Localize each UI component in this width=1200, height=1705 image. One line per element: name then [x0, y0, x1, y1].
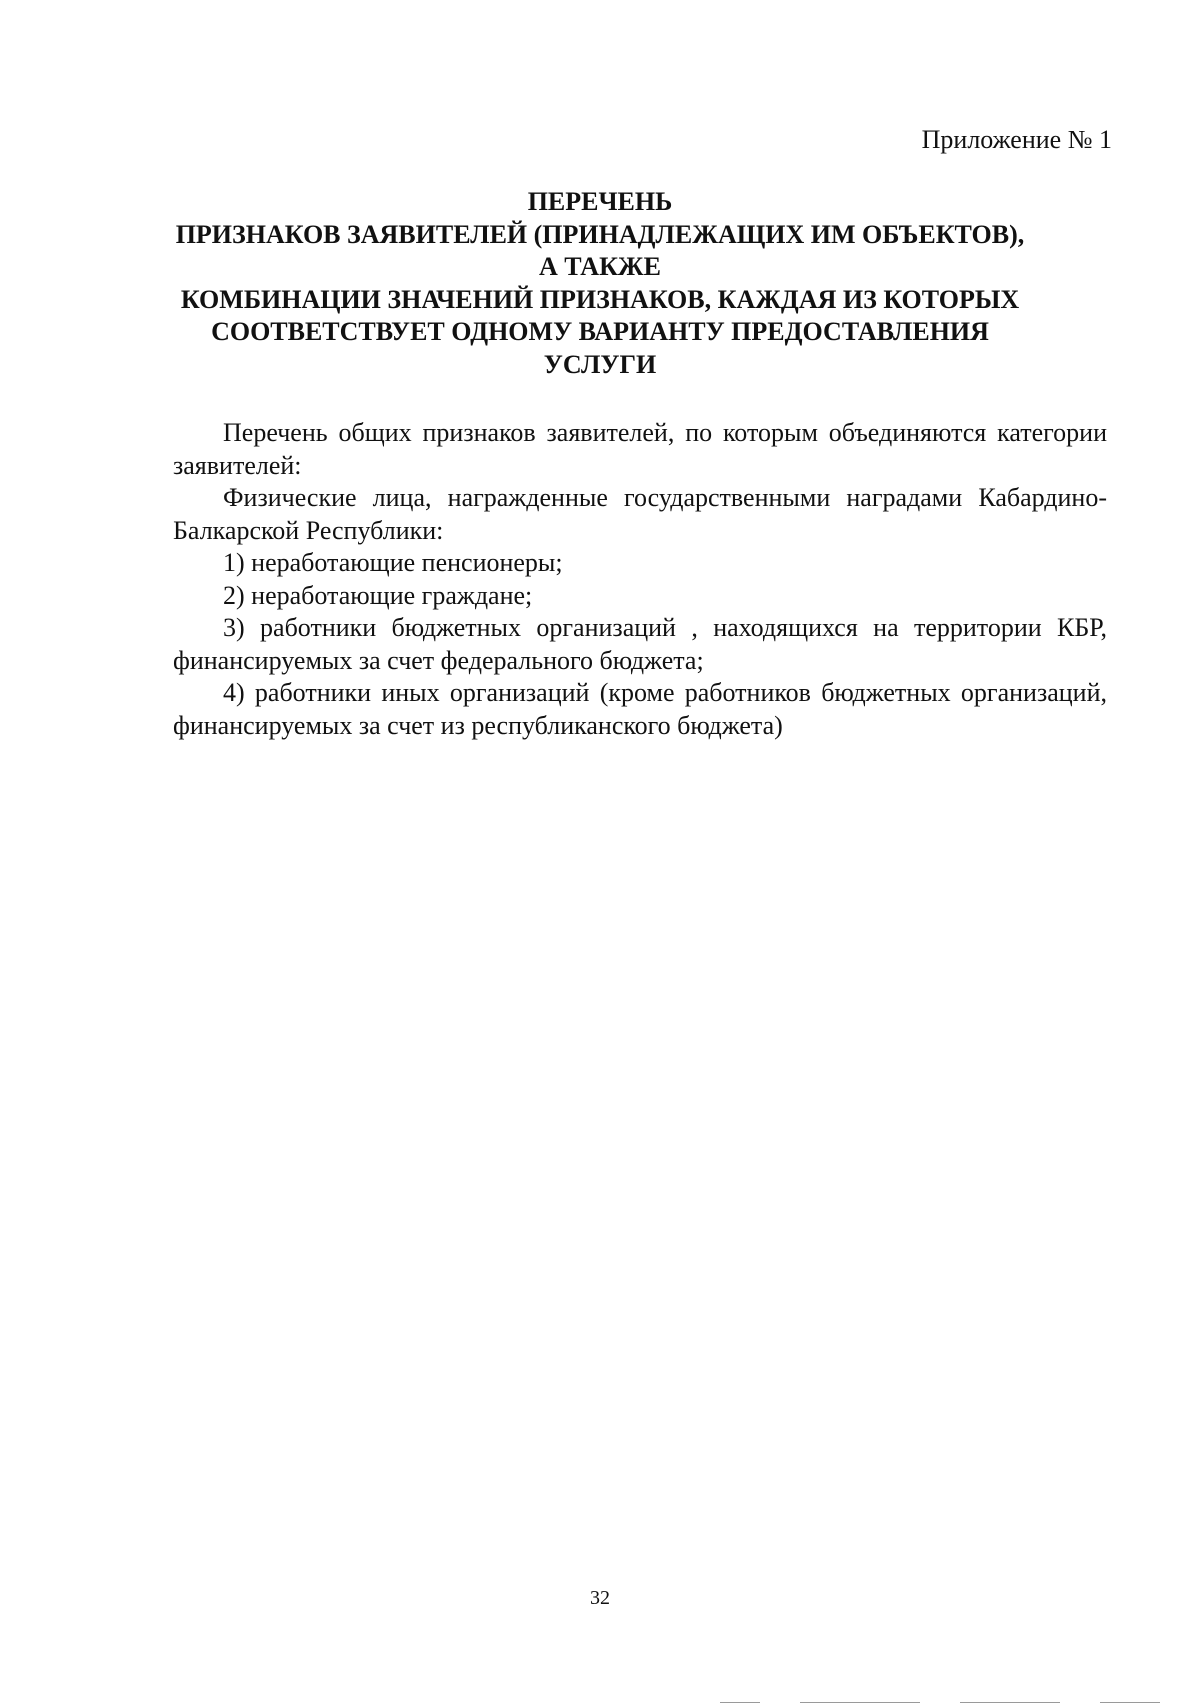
- scan-mark: [720, 1702, 760, 1703]
- list-item: 2) неработающие граждане;: [223, 580, 533, 610]
- title-line: А ТАКЖЕ: [538, 252, 661, 281]
- list-item: 1) неработающие пенсионеры;: [223, 548, 563, 577]
- document-body: [173, 417, 1107, 742]
- title-line: СООТВЕТСТВУЕТ ОДНОМУ ВАРИАНТУ ПРЕДОСТАВЛЕНИЯ: [211, 317, 989, 346]
- scan-mark: [960, 1702, 1060, 1703]
- list-item: 3) работники бюджетных организаций , находящихся на территории КБР, финансируемых за счет федерального бюджета;: [173, 613, 1107, 675]
- document-title: [150, 186, 1050, 381]
- scan-mark: [1100, 1702, 1160, 1703]
- title-line: ПЕРЕЧЕНЬ: [527, 187, 673, 216]
- list-item: 4) работники иных организаций (кроме работников бюджетных организаций, финансируемых за счет из республиканского бюджета): [173, 678, 1107, 740]
- title-line: КОМБИНАЦИИ ЗНАЧЕНИЙ ПРИЗНАКОВ, КАЖДАЯ ИЗ КОТОРЫХ: [180, 284, 1020, 314]
- group-heading-paragraph: Физические лица, награжденные государственными наградами Кабардино-Балкарской Республики:: [173, 483, 1107, 545]
- appendix-label: Приложение № 1: [921, 125, 1112, 154]
- scan-edge-marks: [0, 1699, 1200, 1705]
- title-line: УСЛУГИ: [543, 349, 657, 379]
- scan-mark: [800, 1702, 920, 1703]
- page-number: 32: [590, 1587, 610, 1609]
- intro-paragraph: Перечень общих признаков заявителей, по которым объединяются категории заявителей:: [173, 418, 1107, 480]
- title-line: ПРИЗНАКОВ ЗАЯВИТЕЛЕЙ (ПРИНАДЛЕЖАЩИХ ИМ ОБЪЕКТОВ),: [175, 219, 1025, 249]
